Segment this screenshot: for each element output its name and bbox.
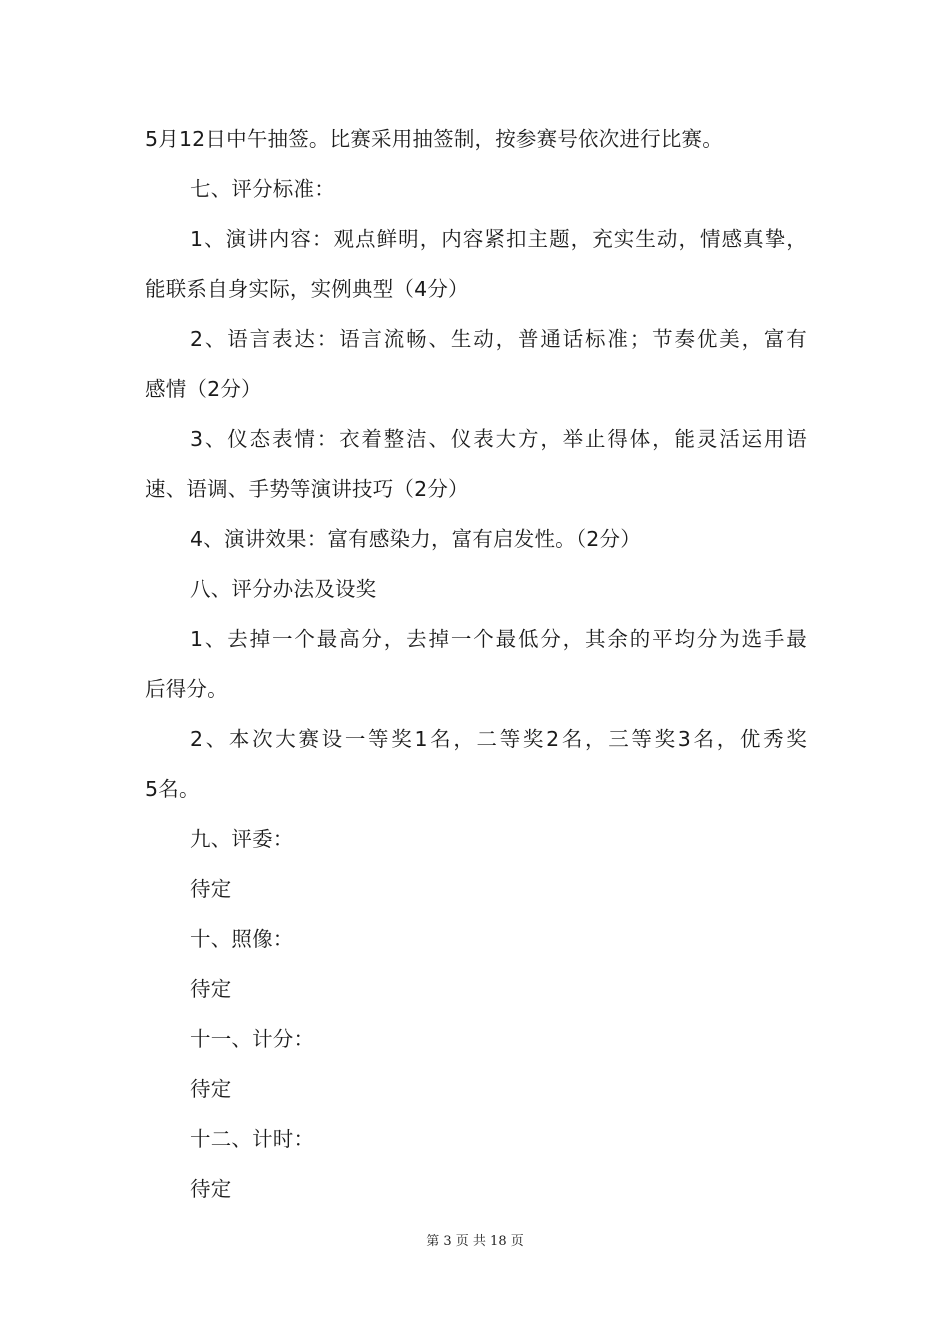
body-line: 1、去掉一个最高分，去掉一个最低分，其余的平均分为选手最 — [190, 627, 807, 651]
body-line: 4、演讲效果：富有感染力，富有启发性。（2分） — [190, 527, 641, 551]
body-line: 后得分。 — [145, 677, 228, 701]
body-line: 十二、计时： — [190, 1127, 315, 1151]
body-line: 八、评分办法及设奖 — [190, 577, 377, 601]
body-line: 待定 — [190, 1077, 232, 1101]
body-line: 待定 — [190, 877, 232, 901]
body-line: 十一、计分： — [190, 1027, 315, 1051]
page-footer: 第 3 页 共 18 页 — [426, 1234, 524, 1249]
body-line: 3、仪态表情：衣着整洁、仪表大方，举止得体，能灵活运用语 — [190, 427, 807, 451]
body-line: 感情（2分） — [145, 377, 262, 401]
body-line: 速、语调、手势等演讲技巧（2分） — [145, 477, 469, 501]
body-line: 七、评分标准： — [190, 177, 335, 201]
body-line: 5月12日中午抽签。比赛采用抽签制，按参赛号依次进行比赛。 — [145, 127, 723, 151]
body-line: 待定 — [190, 977, 232, 1001]
body-line: 2、本次大赛设一等奖1名，二等奖2名，三等奖3名，优秀奖 — [190, 727, 807, 751]
body-line: 十、照像： — [190, 927, 294, 951]
document-body — [145, 114, 807, 1214]
body-line: 待定 — [190, 1177, 232, 1201]
body-line: 2、语言表达：语言流畅、生动，普通话标准；节奏优美，富有 — [190, 327, 807, 351]
body-line: 5名。 — [145, 777, 200, 801]
body-line: 九、评委： — [190, 827, 294, 851]
body-line: 能联系自身实际，实例典型（4分） — [145, 277, 469, 301]
body-line: 1、演讲内容：观点鲜明，内容紧扣主题，充实生动，情感真挚， — [190, 227, 807, 251]
